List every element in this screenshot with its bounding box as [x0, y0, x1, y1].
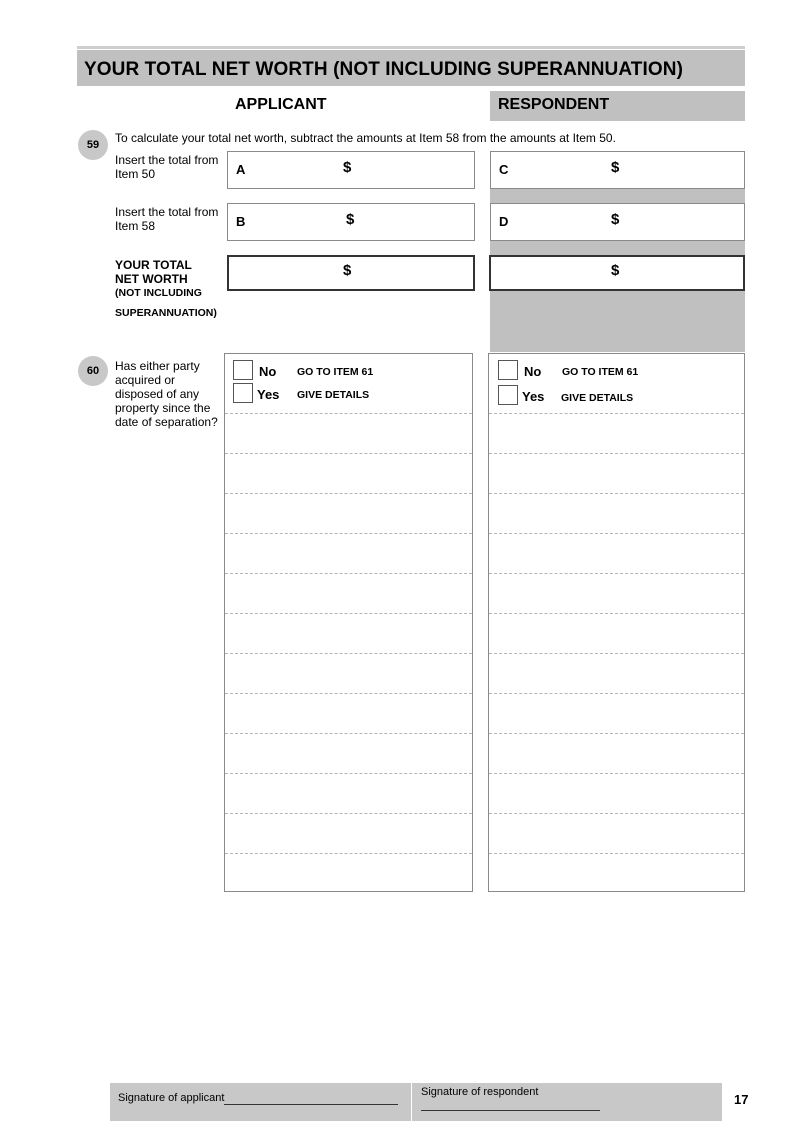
applicant-no-note: GO TO ITEM 61	[297, 366, 374, 378]
field-a-input[interactable]	[227, 151, 475, 189]
respondent-no-label: No	[524, 364, 542, 379]
applicant-column-heading: APPLICANT	[235, 96, 327, 113]
applicant-detail-line[interactable]	[225, 733, 472, 734]
section-title-bar	[77, 50, 745, 86]
item-60-question: Has either party acquired or disposed of any property since the date of separation?	[115, 359, 218, 429]
applicant-total-input[interactable]	[227, 255, 475, 291]
respondent-signature-line[interactable]	[421, 1110, 600, 1111]
respondent-grey-strip-1	[490, 188, 745, 204]
applicant-no-label: No	[259, 364, 277, 379]
applicant-detail-line[interactable]	[225, 413, 472, 414]
total-label-line4: SUPERANNUATION)	[115, 307, 217, 319]
respondent-detail-line[interactable]	[489, 853, 744, 854]
applicant-yes-checkbox[interactable]	[233, 383, 253, 403]
respondent-yes-checkbox[interactable]	[498, 385, 518, 405]
field-b-input[interactable]	[227, 203, 475, 241]
applicant-detail-line[interactable]	[225, 533, 472, 534]
respondent-no-note: GO TO ITEM 61	[562, 366, 639, 378]
respondent-column-heading: RESPONDENT	[498, 96, 610, 113]
field-b-letter: B	[236, 214, 246, 229]
respondent-details-panel	[488, 353, 745, 892]
respondent-signature-label: Signature of respondent	[421, 1086, 539, 1098]
respondent-detail-line[interactable]	[489, 533, 744, 534]
field-c-dollar: $	[611, 159, 620, 176]
field-b-dollar: $	[346, 211, 355, 228]
respondent-no-checkbox[interactable]	[498, 360, 518, 380]
applicant-detail-line[interactable]	[225, 813, 472, 814]
total-label-line1: YOUR TOTAL	[115, 258, 192, 272]
applicant-signature-line[interactable]	[224, 1104, 398, 1105]
field-d-input[interactable]	[490, 203, 745, 241]
applicant-detail-line[interactable]	[225, 853, 472, 854]
item-60-number: 60	[78, 356, 108, 386]
item-50-row-label: Insert the total from Item 50	[115, 153, 219, 181]
total-label-line2: NET WORTH	[115, 272, 188, 286]
applicant-detail-line[interactable]	[225, 613, 472, 614]
field-a-dollar: $	[343, 159, 352, 176]
applicant-signature-label: Signature of applicant	[118, 1092, 225, 1104]
field-a-letter: A	[236, 162, 246, 177]
applicant-detail-line[interactable]	[225, 573, 472, 574]
respondent-detail-line[interactable]	[489, 653, 744, 654]
respondent-detail-line[interactable]	[489, 493, 744, 494]
applicant-no-checkbox[interactable]	[233, 360, 253, 380]
total-label-line3: (NOT INCLUDING	[115, 287, 202, 299]
applicant-total-dollar: $	[343, 262, 352, 279]
field-d-dollar: $	[611, 211, 620, 228]
applicant-detail-line[interactable]	[225, 493, 472, 494]
respondent-detail-line[interactable]	[489, 773, 744, 774]
field-d-letter: D	[499, 214, 509, 229]
item-58-row-label: Insert the total from Item 58	[115, 205, 219, 233]
respondent-grey-strip-2	[490, 240, 745, 256]
page-number: 17	[734, 1092, 749, 1107]
respondent-detail-line[interactable]	[489, 733, 744, 734]
section-title: YOUR TOTAL NET WORTH (NOT INCLUDING SUPERANNUATION)	[84, 59, 683, 80]
respondent-yes-note: GIVE DETAILS	[561, 392, 634, 404]
respondent-detail-line[interactable]	[489, 413, 744, 414]
top-rule	[77, 46, 745, 49]
respondent-detail-line[interactable]	[489, 573, 744, 574]
respondent-yes-label: Yes	[522, 389, 545, 404]
field-c-letter: C	[499, 162, 509, 177]
respondent-total-dollar: $	[611, 262, 620, 279]
footer-divider	[411, 1083, 412, 1121]
field-c-input[interactable]	[490, 151, 745, 189]
respondent-detail-line[interactable]	[489, 613, 744, 614]
applicant-detail-line[interactable]	[225, 773, 472, 774]
applicant-detail-line[interactable]	[225, 453, 472, 454]
applicant-yes-label: Yes	[257, 387, 280, 402]
applicant-detail-line[interactable]	[225, 693, 472, 694]
respondent-total-input[interactable]	[489, 255, 745, 291]
respondent-grey-strip-3	[490, 289, 745, 352]
applicant-yes-note: GIVE DETAILS	[297, 389, 370, 401]
respondent-detail-line[interactable]	[489, 813, 744, 814]
applicant-details-panel	[224, 353, 473, 892]
respondent-detail-line[interactable]	[489, 693, 744, 694]
applicant-detail-line[interactable]	[225, 653, 472, 654]
item-59-number: 59	[78, 130, 108, 160]
item-59-instruction: To calculate your total net worth, subtract the amounts at Item 58 from the amounts at Item 50.	[115, 131, 616, 145]
respondent-detail-line[interactable]	[489, 453, 744, 454]
